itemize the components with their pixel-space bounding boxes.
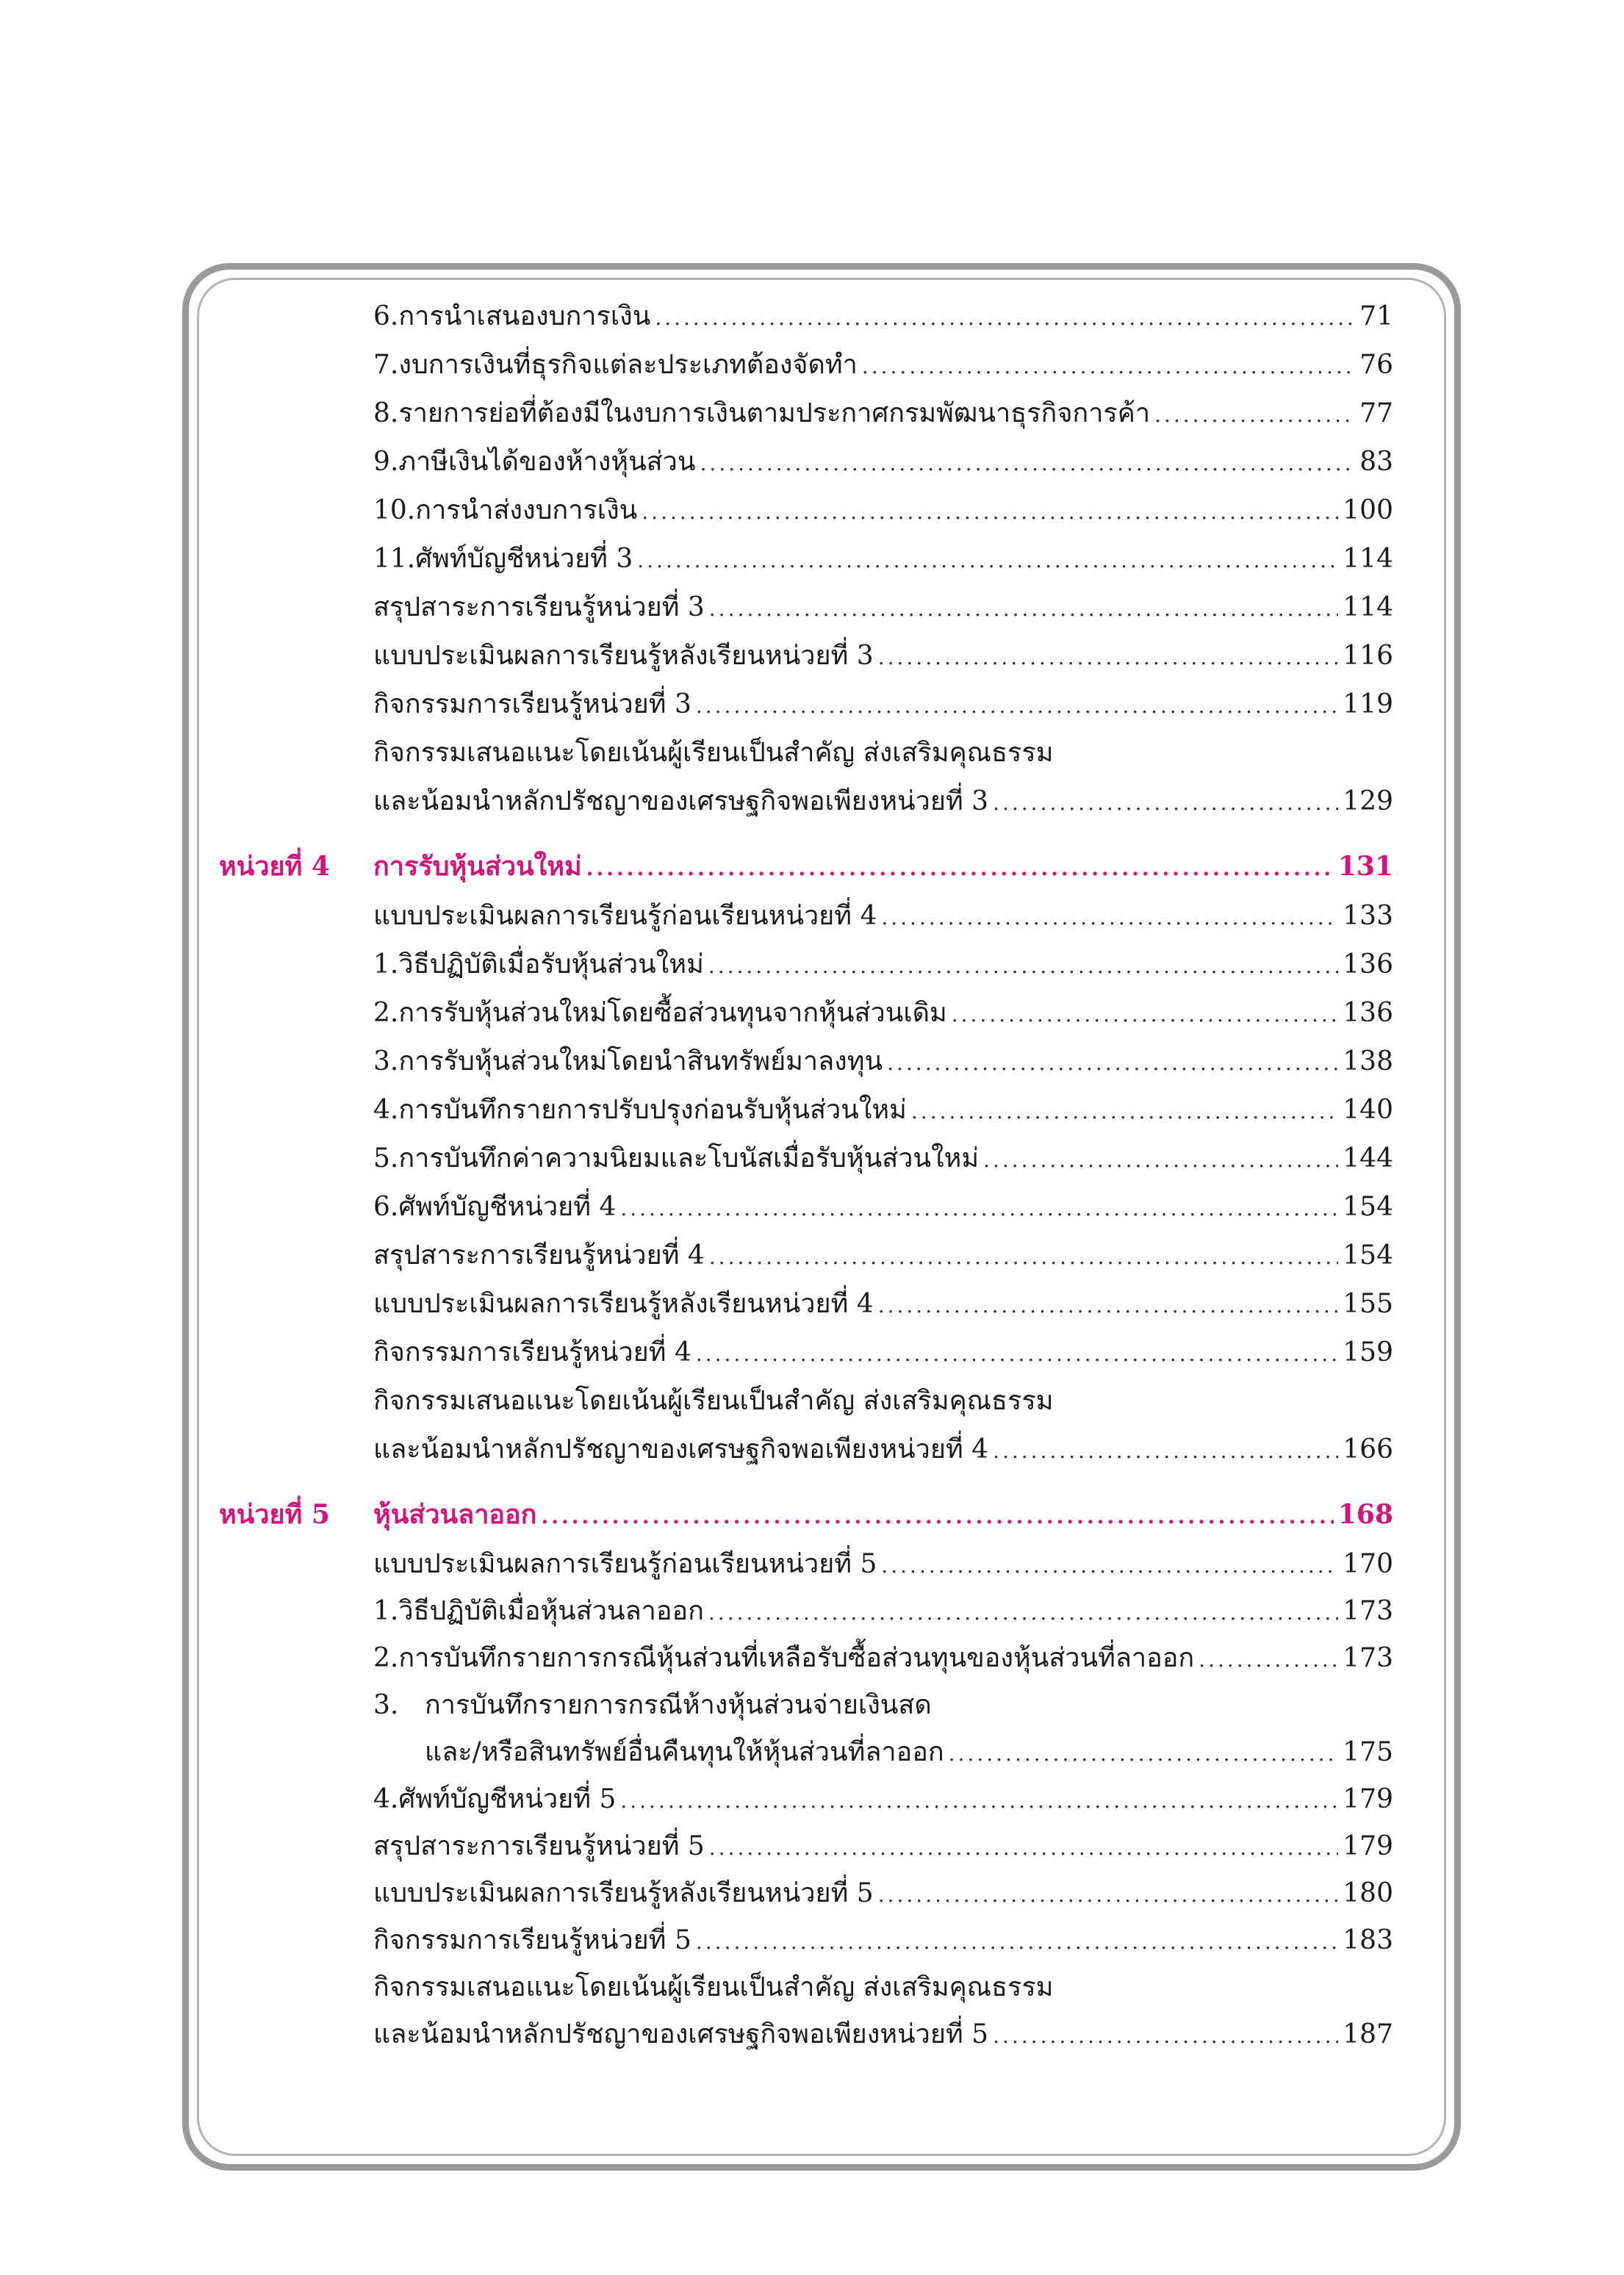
toc-entry[interactable] bbox=[373, 1636, 1393, 1681]
entry-number: 2. bbox=[373, 1643, 399, 1673]
dot-leader bbox=[878, 1872, 1339, 1918]
entry-title: และ/หรือสินทรัพย์อื่นคืนทุนให้หุ้นส่วนที่ลาออก bbox=[425, 1737, 944, 1767]
entry-page: 76 bbox=[1359, 350, 1393, 380]
entry-title: การบันทึกรายการปรับปรุงก่อนรับหุ้นส่วนใหม่ bbox=[398, 1095, 907, 1125]
entry-page: 77 bbox=[1359, 398, 1393, 428]
dot-leader bbox=[708, 944, 1338, 989]
entry-title: การนำเสนองบการเงิน bbox=[398, 301, 651, 331]
entry-page: 179 bbox=[1343, 1784, 1393, 1814]
entry-number: 3. bbox=[373, 1046, 399, 1077]
toc-entry[interactable] bbox=[373, 488, 1393, 533]
entry-title: แบบประเมินผลการเรียนรู้หลังเรียนหน่วยที่ 5 bbox=[373, 1878, 874, 1908]
entry-number: 2. bbox=[373, 998, 399, 1028]
toc-entry[interactable] bbox=[373, 585, 1393, 630]
dot-leader bbox=[993, 780, 1338, 826]
entry-page: 71 bbox=[1359, 301, 1393, 331]
entry-page: 83 bbox=[1359, 447, 1393, 477]
entry-page: 179 bbox=[1343, 1831, 1393, 1861]
toc-entry-line: กิจกรรมเสนอแนะโดยเน้นผู้เรียนเป็นสำคัญ ส่งเสริมคุณธรรม bbox=[373, 738, 1054, 768]
entry-title: การบันทึกรายการกรณีหุ้นส่วนที่เหลือรับซื้อส่วนทุนของหุ้นส่วนที่ลาออก bbox=[398, 1643, 1195, 1673]
dot-leader bbox=[696, 1331, 1338, 1377]
unit-label: หน่วยที่ 5 bbox=[219, 1499, 330, 1530]
toc-entry-line[interactable] bbox=[373, 1683, 932, 1728]
toc-entry[interactable] bbox=[373, 682, 1393, 727]
dot-leader bbox=[708, 1590, 1338, 1636]
dot-leader bbox=[709, 1234, 1339, 1280]
dot-leader bbox=[1199, 1637, 1338, 1683]
entry-title: ศัพท์บัญชีหน่วยที่ 5 bbox=[398, 1784, 617, 1814]
entry-page: 159 bbox=[1343, 1337, 1393, 1367]
toc-entry[interactable] bbox=[373, 391, 1393, 436]
entry-page: 187 bbox=[1343, 2019, 1393, 2049]
entry-number: 4. bbox=[373, 1784, 399, 1814]
dot-leader bbox=[700, 441, 1355, 486]
toc-entry[interactable] bbox=[373, 2012, 1393, 2057]
unit-title: การรับหุ้นส่วนใหม่ bbox=[373, 851, 582, 882]
dot-leader bbox=[993, 1428, 1338, 1474]
entry-number: 5. bbox=[373, 1143, 399, 1174]
entry-page: 138 bbox=[1343, 1046, 1393, 1077]
entry-page: 154 bbox=[1343, 1240, 1393, 1271]
entry-title: การรับหุ้นส่วนใหม่โดยนำสินทรัพย์มาลงทุน bbox=[398, 1046, 883, 1077]
toc-entry[interactable] bbox=[373, 1185, 1393, 1230]
entry-page: 136 bbox=[1343, 998, 1393, 1028]
unit-page: 131 bbox=[1337, 851, 1393, 882]
entry-title: งบการเงินที่ธุรกิจแต่ละประเภทต้องจัดทำ bbox=[398, 350, 858, 380]
entry-number: 8. bbox=[373, 398, 399, 428]
entry-number: 7. bbox=[373, 350, 399, 380]
entry-title: การนำส่งงบการเงิน bbox=[415, 495, 638, 525]
entry-title: ศัพท์บัญชีหน่วยที่ 4 bbox=[398, 1192, 617, 1222]
dot-leader bbox=[993, 2013, 1338, 2059]
toc-entry[interactable] bbox=[373, 1136, 1393, 1182]
toc-entry[interactable] bbox=[373, 1918, 1393, 1963]
dot-leader bbox=[983, 1138, 1338, 1183]
unit-page: 168 bbox=[1337, 1499, 1393, 1530]
unit-label: หน่วยที่ 4 bbox=[219, 851, 330, 882]
toc-entry[interactable] bbox=[373, 342, 1393, 388]
entry-title: วิธีปฏิบัติเมื่อรับหุ้นส่วนใหม่ bbox=[398, 949, 704, 980]
toc-entry[interactable] bbox=[373, 894, 1393, 939]
entry-page: 129 bbox=[1343, 786, 1393, 816]
dot-leader bbox=[655, 295, 1355, 341]
toc-entry[interactable] bbox=[373, 536, 1393, 582]
toc-entry[interactable] bbox=[373, 1282, 1393, 1327]
toc-entry-line: กิจกรรมเสนอแนะโดยเน้นผู้เรียนเป็นสำคัญ ส่งเสริมคุณธรรม bbox=[373, 1972, 1054, 2002]
toc-entry[interactable] bbox=[373, 439, 1393, 485]
entry-page: 170 bbox=[1343, 1549, 1393, 1579]
toc-entry[interactable] bbox=[373, 1589, 1393, 1634]
entry-title: สรุปสาระการเรียนรู้หน่วยที่ 4 bbox=[373, 1240, 705, 1271]
entry-title: กิจกรรมการเรียนรู้หน่วยที่ 4 bbox=[373, 1337, 691, 1367]
entry-title: การรับหุ้นส่วนใหม่โดยซื้อส่วนทุนจากหุ้นส่วนเดิม bbox=[398, 998, 947, 1028]
toc-entry[interactable] bbox=[373, 991, 1393, 1036]
entry-page: 166 bbox=[1343, 1434, 1393, 1464]
entry-number: 1. bbox=[373, 1596, 399, 1626]
entry-number: 10. bbox=[373, 495, 416, 525]
entry-title: การบันทึกค่าความนิยมและโบนัสเมื่อรับหุ้นส่วนใหม่ bbox=[398, 1143, 980, 1174]
toc-entry[interactable] bbox=[373, 1039, 1393, 1085]
toc-entry[interactable] bbox=[373, 1871, 1393, 1916]
dot-leader bbox=[881, 895, 1338, 941]
entry-title: สรุปสาระการเรียนรู้หน่วยที่ 5 bbox=[373, 1831, 705, 1861]
entry-title: กิจกรรมการเรียนรู้หน่วยที่ 3 bbox=[373, 689, 691, 719]
entry-title: และน้อมนำหลักปรัชญาของเศรษฐกิจพอเพียงหน่วยที่ 4 bbox=[373, 1434, 989, 1464]
entry-page: 175 bbox=[1343, 1737, 1393, 1767]
entry-title: ภาษีเงินได้ของห้างหุ้นส่วน bbox=[398, 447, 696, 477]
entry-number: 3. bbox=[373, 1690, 399, 1720]
entry-page: 183 bbox=[1343, 1925, 1393, 1955]
unit-heading[interactable] bbox=[373, 1492, 1393, 1537]
dot-leader bbox=[642, 489, 1338, 535]
dot-leader bbox=[862, 344, 1355, 389]
entry-title: การบันทึกรายการกรณีห้างหุ้นส่วนจ่ายเงินสด bbox=[425, 1690, 932, 1720]
dot-leader bbox=[709, 1825, 1339, 1871]
dot-leader bbox=[620, 1186, 1338, 1232]
toc-entry[interactable] bbox=[373, 1824, 1393, 1869]
toc-entry[interactable] bbox=[373, 779, 1393, 824]
entry-number: 9. bbox=[373, 447, 399, 477]
dot-leader bbox=[709, 586, 1339, 632]
toc-entry[interactable] bbox=[373, 1330, 1393, 1376]
entry-page: 133 bbox=[1343, 901, 1393, 931]
entry-title: แบบประเมินผลการเรียนรู้ก่อนเรียนหน่วยที่ 4 bbox=[373, 901, 877, 931]
entry-number: 6. bbox=[373, 301, 399, 331]
entry-page: 114 bbox=[1343, 544, 1393, 574]
entry-title: แบบประเมินผลการเรียนรู้ก่อนเรียนหน่วยที่ 5 bbox=[373, 1549, 877, 1579]
entry-title: ศัพท์บัญชีหน่วยที่ 3 bbox=[415, 544, 633, 574]
unit-title: หุ้นส่วนลาออก bbox=[373, 1499, 537, 1530]
entry-page: 140 bbox=[1343, 1095, 1393, 1125]
toc-entry[interactable] bbox=[373, 294, 1393, 339]
entry-title: และน้อมนำหลักปรัชญาของเศรษฐกิจพอเพียงหน่วยที่ 3 bbox=[373, 786, 989, 816]
dot-leader bbox=[1154, 392, 1355, 438]
toc-entry[interactable] bbox=[373, 1777, 1393, 1822]
entry-page: 114 bbox=[1343, 592, 1393, 622]
toc-entry[interactable] bbox=[425, 1730, 1393, 1775]
entry-title: รายการย่อที่ต้องมีในงบการเงินตามประกาศกรมพัฒนาธุรกิจการค้า bbox=[398, 398, 1151, 428]
toc-entry[interactable] bbox=[373, 633, 1393, 679]
dot-leader bbox=[887, 1041, 1338, 1086]
entry-title: สรุปสาระการเรียนรู้หน่วยที่ 3 bbox=[373, 592, 705, 622]
toc-entry[interactable] bbox=[373, 1233, 1393, 1279]
entry-page: 173 bbox=[1343, 1643, 1393, 1673]
dot-leader bbox=[952, 992, 1339, 1038]
dot-leader bbox=[541, 1494, 1333, 1539]
dot-leader bbox=[911, 1089, 1338, 1135]
entry-page: 136 bbox=[1343, 949, 1393, 980]
entry-title: วิธีปฏิบัติเมื่อหุ้นส่วนลาออก bbox=[398, 1596, 704, 1626]
dot-leader bbox=[881, 1543, 1338, 1589]
entry-number: 11. bbox=[373, 544, 416, 574]
entry-page: 154 bbox=[1343, 1192, 1393, 1222]
entry-title: กิจกรรมการเรียนรู้หน่วยที่ 5 bbox=[373, 1925, 691, 1955]
entry-page: 119 bbox=[1343, 689, 1393, 719]
dot-leader bbox=[696, 1919, 1338, 1965]
toc-entry-line: กิจกรรมเสนอแนะโดยเน้นผู้เรียนเป็นสำคัญ ส่งเสริมคุณธรรม bbox=[373, 1386, 1054, 1416]
entry-page: 173 bbox=[1343, 1596, 1393, 1626]
dot-leader bbox=[586, 846, 1334, 891]
dot-leader bbox=[637, 538, 1338, 583]
entry-title: แบบประเมินผลการเรียนรู้หลังเรียนหน่วยที่ 3 bbox=[373, 641, 874, 671]
toc-entry[interactable] bbox=[373, 1542, 1393, 1587]
toc-entry[interactable] bbox=[373, 1427, 1393, 1473]
entry-title: และน้อมนำหลักปรัชญาของเศรษฐกิจพอเพียงหน่วยที่ 5 bbox=[373, 2019, 989, 2049]
unit-heading[interactable] bbox=[373, 844, 1393, 889]
dot-leader bbox=[620, 1778, 1338, 1824]
entry-number: 6. bbox=[373, 1192, 399, 1222]
dot-leader bbox=[949, 1731, 1339, 1777]
entry-number: 4. bbox=[373, 1095, 399, 1125]
dot-leader bbox=[878, 635, 1339, 680]
toc-entry[interactable] bbox=[373, 942, 1393, 988]
entry-number: 1. bbox=[373, 949, 399, 980]
entry-page: 180 bbox=[1343, 1878, 1393, 1908]
entry-title: แบบประเมินผลการเรียนรู้หลังเรียนหน่วยที่ 4 bbox=[373, 1289, 874, 1319]
entry-page: 100 bbox=[1343, 495, 1393, 525]
toc-entry[interactable] bbox=[373, 1088, 1393, 1133]
entry-page: 155 bbox=[1343, 1289, 1393, 1319]
entry-page: 116 bbox=[1343, 641, 1393, 671]
dot-leader bbox=[878, 1283, 1339, 1329]
entry-page: 144 bbox=[1343, 1143, 1393, 1174]
dot-leader bbox=[696, 683, 1338, 729]
